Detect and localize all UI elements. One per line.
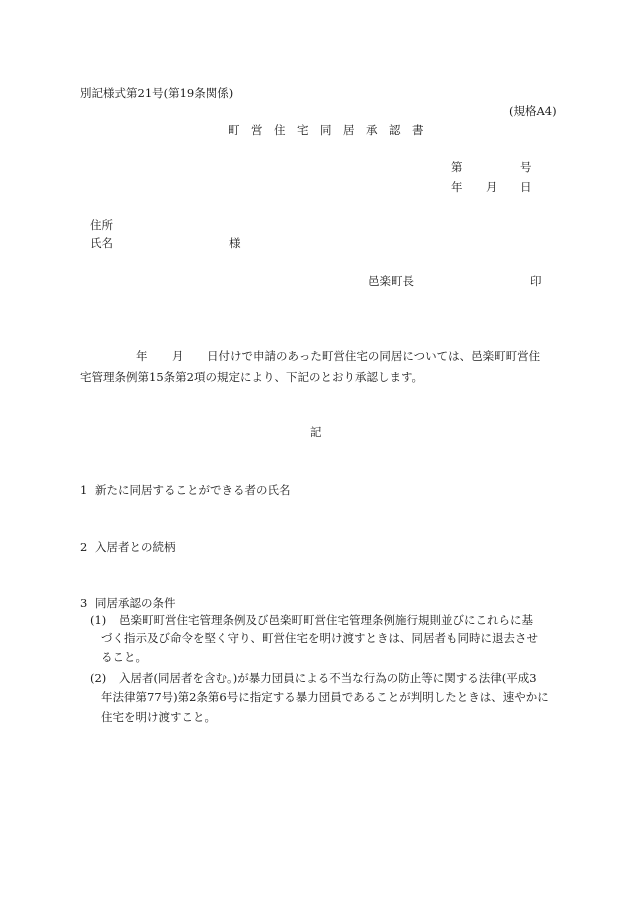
item-2-text: 入居者との続柄	[95, 540, 176, 554]
date-year: 年	[451, 180, 463, 194]
item-3-number: 3	[80, 596, 88, 610]
condition-1-line2: づく指示及び命令を堅く守り、町営住宅を明け渡すときは、同居者も同時に退去させ	[101, 631, 538, 645]
body-month: 月	[172, 349, 184, 363]
form-label: 別記様式第21号(第19条関係)	[80, 86, 234, 100]
item-1-number: 1	[80, 483, 88, 497]
issuer-title: 邑楽町長	[368, 274, 414, 288]
item-2-number: 2	[80, 540, 88, 554]
ki-heading: 記	[310, 425, 322, 439]
honorific: 様	[229, 236, 241, 250]
body-text-line1: 日付けで申請のあった町営住宅の同居については、邑楽町町営住	[207, 349, 541, 363]
paper-size-note: (規格A4)	[509, 104, 557, 118]
body-text-line2: 宅管理条例第15条第2項の規定により、下記のとおり承認します。	[80, 370, 424, 384]
name-label: 氏名	[90, 236, 113, 250]
address-label: 住所	[90, 218, 113, 232]
condition-2-number: (2)	[90, 671, 107, 685]
date-month: 月	[486, 180, 498, 194]
item-3-text: 同居承認の条件	[95, 596, 176, 610]
condition-1-line3: ること。	[101, 650, 147, 664]
document-title: 町 営 住 宅 同 居 承 認 書	[228, 123, 424, 137]
document-number-suffix: 号	[520, 160, 532, 174]
body-year: 年	[136, 349, 148, 363]
condition-1-line1: 邑楽町町営住宅管理条例及び邑楽町町営住宅管理条例施行規則並びにこれらに基	[119, 613, 533, 627]
document-number-prefix: 第	[451, 160, 463, 174]
condition-2-line3: 住宅を明け渡すこと。	[101, 710, 216, 724]
condition-2-line2: 年法律第77号)第2条第6号に指定する暴力団員であることが判明したときは、速やかに	[101, 690, 549, 704]
condition-1-number: (1)	[90, 613, 107, 627]
date-day: 日	[520, 180, 532, 194]
item-1-text: 新たに同居することができる者の氏名	[95, 483, 291, 497]
condition-2-line1: 入居者(同居者を含む。)が暴力団員による不当な行為の防止等に関する法律(平成3	[119, 671, 537, 685]
seal-mark: 印	[530, 274, 542, 288]
